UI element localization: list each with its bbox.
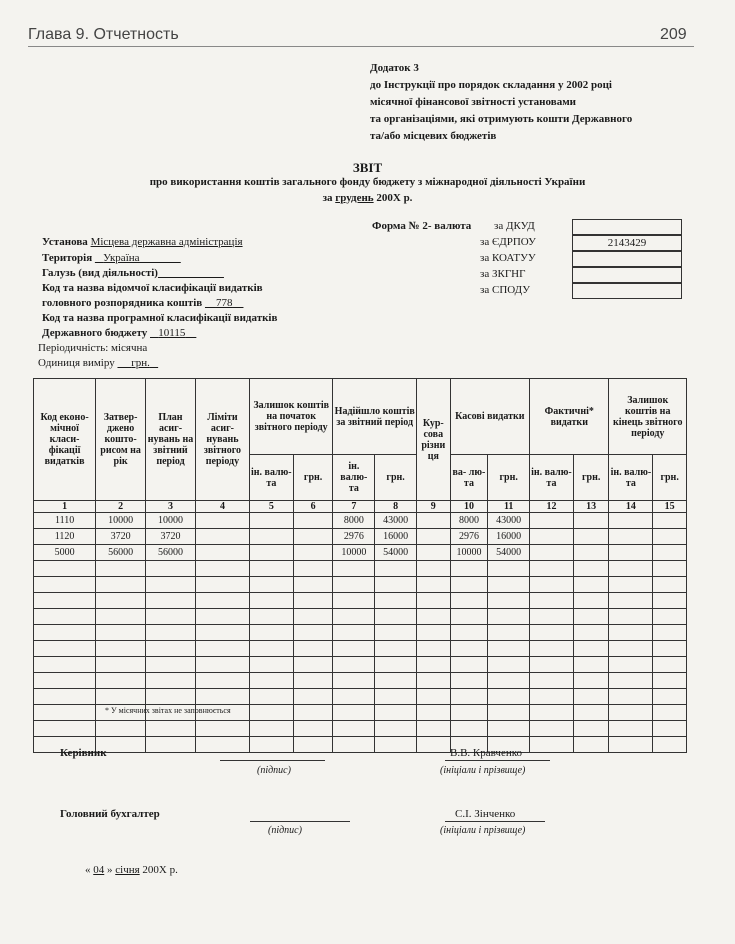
table-cell [249,705,293,721]
code-zkgng: за ЗКГНГ [480,268,526,280]
table-cell [609,657,653,673]
table-cell [416,609,450,625]
table-cell [573,609,609,625]
table-cell [34,625,96,641]
table-cell [530,577,574,593]
table-cell [573,657,609,673]
table-cell [293,577,333,593]
table-cell [249,529,293,545]
table-cell [609,593,653,609]
table-cell [333,625,375,641]
th-sub-fx: ін. валю- та [530,455,574,501]
table-cell [249,625,293,641]
th-plan: План асиг- нувань на звітний період [146,379,196,501]
territory-field: Територія Україна [42,252,140,264]
table-row [34,593,687,609]
table-row [34,673,687,689]
table-cell: 54000 [488,545,530,561]
table-cell [416,737,450,753]
table-cell [573,737,609,753]
table-cell [34,689,96,705]
table-cell [146,641,196,657]
table-cell: 10000 [450,545,488,561]
table-cell [249,673,293,689]
th-balance-start: Залишок коштів на початок звітного періоду [249,379,333,455]
table-cell [249,513,293,529]
report-date: « 04 » січня 200Х р. [85,864,178,876]
table-cell [34,561,96,577]
table-cell [609,625,653,641]
table-cell [333,657,375,673]
table-cell [488,673,530,689]
table-cell [653,593,687,609]
report-period: за грудень 200Х р. [322,192,413,204]
table-cell [249,593,293,609]
table-cell [573,513,609,529]
th-received: Надійшло коштів за звітний період [333,379,417,455]
table-cell [195,673,249,689]
th-sub-uah: грн. [653,455,687,501]
table-cell [195,625,249,641]
table-cell: 10000 [333,545,375,561]
table-cell [293,609,333,625]
th-balance-end: Залишок коштів на кінець звітного періоду [609,379,687,455]
table-cell [416,657,450,673]
table-cell [96,609,146,625]
th-actual: Фактичні* видатки [530,379,609,455]
table-cell [146,673,196,689]
table-cell [195,689,249,705]
table-cell [333,577,375,593]
table-cell [195,545,249,561]
th-sub-uah: грн. [488,455,530,501]
table-cell [146,625,196,641]
code-box-zkgng [572,267,682,283]
table-cell [293,561,333,577]
table-cell [450,625,488,641]
table-cell: 1120 [34,529,96,545]
code-box-edrpou: 2143429 [572,235,682,251]
table-cell [573,641,609,657]
branch-field: Галузь (вид діяльності) [42,267,158,279]
code-koatuu: за КОАТУУ [480,252,536,264]
accountant-label: Головний бухгалтер [60,808,160,820]
table-row [34,529,687,545]
table-cell [488,593,530,609]
code-dkud: за ДКУД [494,220,535,232]
th-exchange: Кур- сова різни ця [416,379,450,501]
table-cell [450,577,488,593]
footnote: * У місячних звітах не заповнюється [105,706,231,715]
table-cell [293,705,333,721]
head-name-line [445,760,550,761]
table-cell: 16000 [375,529,417,545]
table-cell [195,657,249,673]
table-cell [488,721,530,737]
table-cell: 10000 [96,513,146,529]
table-cell [146,593,196,609]
table-cell [195,513,249,529]
table-cell [293,513,333,529]
table-cell: 1110 [34,513,96,529]
head-name-caption: (ініціали і прізвище) [440,765,526,776]
table-cell [530,545,574,561]
table-cell [416,705,450,721]
table-cell [96,657,146,673]
table-cell [653,561,687,577]
table-cell [195,529,249,545]
th-code: Код еконо- мічної класи- фікації видатків [34,379,96,501]
table-cell: 56000 [146,545,196,561]
table-cell [34,577,96,593]
table-cell [96,673,146,689]
report-title: ЗВІТ [352,160,383,175]
table-cell [488,641,530,657]
table-cell [249,577,293,593]
table-cell [609,513,653,529]
table-cell [416,577,450,593]
table-cell [530,673,574,689]
table-cell [34,641,96,657]
unit-field: Одиниця виміру грн. [38,357,150,369]
table-cell [653,625,687,641]
table-cell [530,721,574,737]
table-cell [96,561,146,577]
table-cell [450,641,488,657]
table-cell [450,657,488,673]
table-cell [450,593,488,609]
program-code-label: Код та назва програмної класифікації видатків [42,312,278,324]
table-cell [249,737,293,753]
table-cell [573,529,609,545]
table-row [34,513,687,529]
table-cell [34,705,96,721]
table-cell [96,593,146,609]
table-cell [530,689,574,705]
table-cell [96,577,146,593]
table-cell [488,689,530,705]
appendix-note: Додаток 3 до Інструкції про порядок складання у 2002 році місячної фінансової звітності установами та організаціями, які отримують кошти Державного та/або місцевих бюджетів [370,62,633,142]
table-cell [375,641,417,657]
accountant-name: С.І. Зінченко [455,808,516,820]
table-cell [488,657,530,673]
table-cell: 2976 [450,529,488,545]
table-cell [416,721,450,737]
table-cell [333,609,375,625]
table-cell [293,641,333,657]
table-cell [653,721,687,737]
table-cell [293,545,333,561]
table-cell [609,577,653,593]
code-box-koatuu [572,251,682,267]
table-cell [609,641,653,657]
table-cell [195,641,249,657]
table-cell [375,609,417,625]
table-cell [416,625,450,641]
chapter-title: Глава 9. Отчетность [28,26,179,43]
table-cell [416,545,450,561]
table-cell [573,689,609,705]
table-cell [146,561,196,577]
table-cell [609,673,653,689]
table-cell [573,673,609,689]
table-cell [530,705,574,721]
table-cell: 3720 [96,529,146,545]
table-cell [573,577,609,593]
table-cell [333,593,375,609]
table-cell [488,561,530,577]
table-cell [293,673,333,689]
table-cell [573,593,609,609]
table-cell [573,561,609,577]
table-cell [375,673,417,689]
table-cell [249,657,293,673]
table-cell [573,705,609,721]
th-sub-fx: ін. валю- та [333,455,375,501]
table-cell [450,673,488,689]
table-cell [609,689,653,705]
table-cell [333,673,375,689]
table-cell [653,529,687,545]
code-box-spodu [572,283,682,299]
table-cell [416,593,450,609]
table-cell [416,689,450,705]
table-cell [195,721,249,737]
acct-sign-caption: (підпис) [268,825,302,836]
institution-field: Установа Місцева державна адміністрація [42,236,243,248]
table-cell [573,625,609,641]
table-cell [530,561,574,577]
dept-code-label: Код та назва відомчої класифікації видатків [42,282,263,294]
table-cell [573,545,609,561]
table-cell: 8000 [333,513,375,529]
table-cell [34,609,96,625]
table-cell [293,593,333,609]
table-cell [249,689,293,705]
table-cell: 10000 [146,513,196,529]
table-cell [34,593,96,609]
table-cell [34,673,96,689]
table-cell [293,689,333,705]
table-cell [195,609,249,625]
table-row [34,625,687,641]
table-cell [609,609,653,625]
table-cell [375,689,417,705]
table-cell [450,689,488,705]
th-sub-uah: грн. [293,455,333,501]
table-cell [609,721,653,737]
table-cell [450,561,488,577]
th-sub-fx: ін. валю- та [249,455,293,501]
table-cell [249,721,293,737]
table-cell: 54000 [375,545,417,561]
table-cell [293,737,333,753]
table-cell: 56000 [96,545,146,561]
th-approved: Затвер- джено кошто- рисом на рік [96,379,146,501]
table-cell [609,737,653,753]
acct-name-caption: (ініціали і прізвище) [440,825,526,836]
table-cell [609,545,653,561]
table-cell [375,561,417,577]
table-cell [375,577,417,593]
table-cell [146,737,196,753]
report-table [33,378,687,753]
table-cell [96,721,146,737]
table-cell [249,545,293,561]
table-cell [450,721,488,737]
table-cell [653,657,687,673]
page-number: 209 [660,26,687,43]
table-cell [96,641,146,657]
table-cell [653,513,687,529]
table-row [34,577,687,593]
table-cell: 5000 [34,545,96,561]
table-cell [653,609,687,625]
table-cell: 43000 [375,513,417,529]
code-edrpou: за ЄДРПОУ [480,236,536,248]
table-row [34,561,687,577]
table-cell: 43000 [488,513,530,529]
table-cell [488,577,530,593]
table-cell [653,705,687,721]
table-row [34,641,687,657]
table-row [34,609,687,625]
code-spodu: за СПОДУ [480,284,531,296]
table-cell [488,705,530,721]
table-cell [375,737,417,753]
table-row [34,689,687,705]
table-cell [488,609,530,625]
table-cell [530,737,574,753]
table-cell [249,641,293,657]
table-cell [375,625,417,641]
code-box-dkud [572,219,682,235]
table-row [34,545,687,561]
table-cell [653,673,687,689]
header-rule [28,46,694,47]
table-cell: 3720 [146,529,196,545]
table-cell [530,625,574,641]
table-cell [293,721,333,737]
table-cell [333,721,375,737]
table-cell [146,721,196,737]
table-cell [653,545,687,561]
table-cell [293,529,333,545]
table-cell [653,641,687,657]
table-cell [293,625,333,641]
table-cell [195,577,249,593]
table-cell [530,593,574,609]
table-cell [416,561,450,577]
table-cell [653,689,687,705]
table-cell [530,641,574,657]
table-cell [333,737,375,753]
table-cell [530,657,574,673]
table-cell [375,593,417,609]
table-cell: 2976 [333,529,375,545]
head-sign-caption: (підпис) [257,765,291,776]
table-cell [249,609,293,625]
budget-field: Державного бюджету 10115 [42,327,186,339]
table-cell [450,609,488,625]
th-sub-fx: ін. валю- та [609,455,653,501]
table-cell [195,737,249,753]
form-label: Форма № 2- валюта [372,220,472,232]
table-cell [609,529,653,545]
table-cell [333,561,375,577]
table-cell [609,561,653,577]
column-numbers: 1 2 3 4 5 6 7 8 9 10 11 12 13 14 15 [34,501,687,513]
periodicity: Періодичність: місячна [38,342,148,354]
head-label: Керівник [60,747,107,759]
table-row [34,737,687,753]
th-sub-fx: ва- лю- та [450,455,488,501]
table-cell [530,513,574,529]
table-row [34,721,687,737]
table-cell [375,705,417,721]
table-cell [195,593,249,609]
acct-sign-line [250,821,350,822]
table-cell [375,657,417,673]
table-cell [146,609,196,625]
th-sub-uah: грн. [375,455,417,501]
table-cell [249,561,293,577]
table-cell [609,705,653,721]
table-cell: 16000 [488,529,530,545]
head-name: В.В. Кравченко [450,747,523,759]
table-row [34,657,687,673]
table-cell [333,641,375,657]
table-cell [573,721,609,737]
table-cell [333,705,375,721]
table-cell [653,737,687,753]
acct-name-line [445,821,545,822]
table-cell [146,689,196,705]
table-cell [416,673,450,689]
table-cell [96,625,146,641]
table-cell [416,529,450,545]
table-cell [416,641,450,657]
th-sub-uah: грн. [573,455,609,501]
table-cell [333,689,375,705]
th-cash: Касові видатки [450,379,529,455]
table-cell [416,513,450,529]
th-limits: Ліміти асиг- нувань звітного періоду [195,379,249,501]
dept-code-field: головного розпорядника коштів 778 [42,297,233,309]
table-cell [34,721,96,737]
table-cell [195,561,249,577]
table-cell [96,689,146,705]
table-cell [293,657,333,673]
report-subtitle: про використання коштів загального фонду бюджету з міжнародної діяльності України [149,176,586,188]
table-cell [450,705,488,721]
table-cell [375,721,417,737]
table-cell [34,657,96,673]
table-cell [146,657,196,673]
table-cell [530,609,574,625]
table-cell [488,625,530,641]
table-cell [146,577,196,593]
table-cell: 8000 [450,513,488,529]
head-sign-line [220,760,325,761]
table-cell [653,577,687,593]
table-cell [530,529,574,545]
